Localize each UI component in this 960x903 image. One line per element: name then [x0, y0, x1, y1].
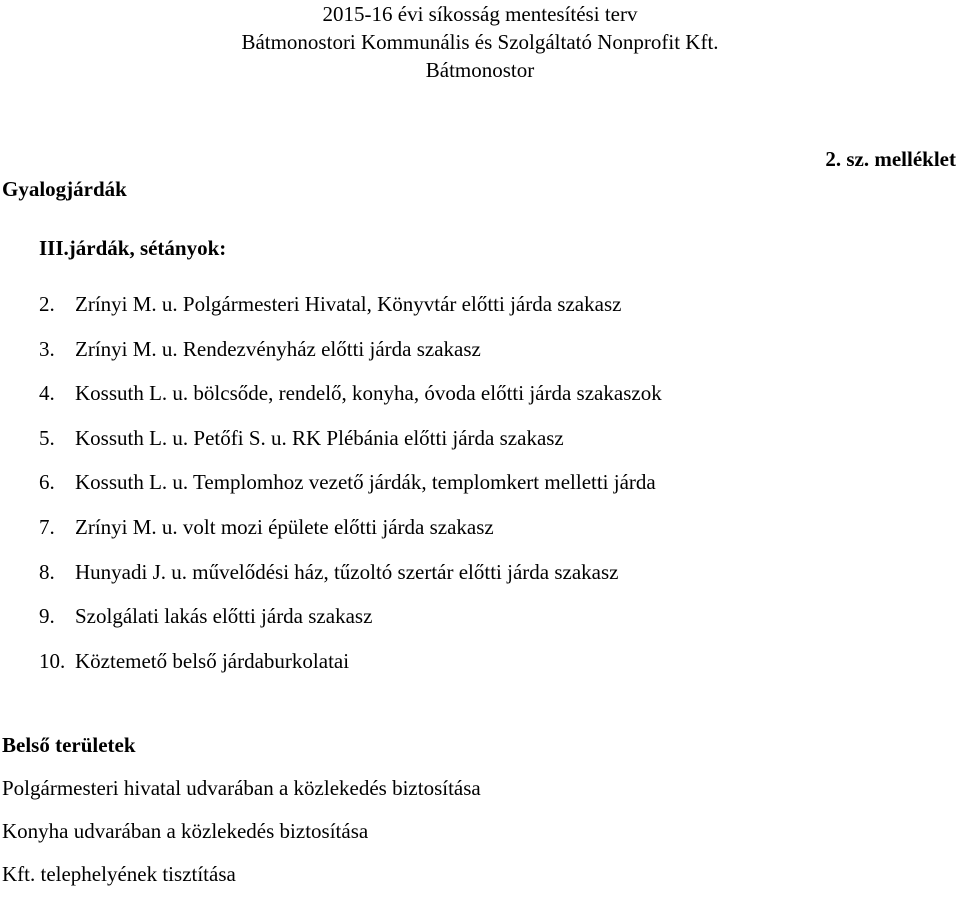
list-item — [39, 379, 662, 424]
annex-label: 2. sz. melléklet — [825, 147, 956, 171]
list-item-text: Hunyadi J. u. művelődési ház, tűzoltó szertár előtti járda szakasz — [75, 559, 619, 584]
list-item-text: Kossuth L. u. bölcsőde, rendelő, konyha, óvoda előtti járda szakaszok — [75, 381, 662, 406]
list-item-number: 6. — [39, 470, 55, 495]
list-item-text: Köztemető belső járdaburkolatai — [75, 648, 350, 673]
list-item — [39, 424, 662, 469]
list-item-number: 2. — [39, 292, 55, 316]
list-item: Konyha udvarában a közlekedés biztosítása — [2, 819, 369, 843]
list-item-text: Szolgálati lakás előtti járda szakasz — [75, 604, 373, 629]
list-item-number: 10. — [39, 648, 66, 673]
list-item-number: 5. — [39, 425, 55, 450]
list-item-number: 9. — [39, 604, 55, 629]
document-header — [0, 0, 960, 84]
list-item — [39, 335, 662, 380]
list-item-text: Zrínyi M. u. Polgármesteri Hivatal, Könyvtár előtti járda szakasz — [75, 292, 622, 316]
header-location: Bátmonostor — [425, 58, 535, 82]
list-item-number: 8. — [39, 559, 55, 584]
list-item-text: Kossuth L. u. Templomhoz vezető járdák, templomkert melletti járda — [75, 470, 656, 495]
list-item-text: Kossuth L. u. Petőfi S. u. RK Plébánia előtti járda szakasz — [75, 425, 564, 450]
inner-areas-list — [2, 774, 481, 903]
list-item: Polgármesteri hivatal udvarában a közlekedés biztosítása — [2, 776, 481, 800]
list-item — [39, 513, 662, 558]
list-item: Kft. telephelyének tisztítása — [2, 862, 236, 886]
list-item-number: 4. — [39, 381, 55, 406]
list-item — [39, 558, 662, 603]
subsection-title: III.járdák, sétányok: — [39, 236, 227, 260]
list-item-number: 3. — [39, 336, 55, 361]
list-item-text: Zrínyi M. u. Rendezvényház előtti járda szakasz — [75, 336, 481, 361]
list-item-number: 7. — [39, 514, 55, 539]
header-organization: Bátmonostori Kommunális és Szolgáltató Nonprofit Kft. — [241, 30, 719, 54]
list-item-text: Zrínyi M. u. volt mozi épülete előtti járda szakasz — [75, 514, 494, 539]
list-item — [39, 647, 662, 692]
sidewalk-list — [39, 290, 662, 691]
header-title: 2015-16 évi síkosság mentesítési terv — [322, 2, 638, 26]
section-title: Gyalogjárdák — [2, 177, 127, 201]
inner-areas-title: Belső területek — [2, 733, 136, 757]
list-item — [39, 468, 662, 513]
list-item — [39, 290, 662, 335]
list-item — [39, 602, 662, 647]
